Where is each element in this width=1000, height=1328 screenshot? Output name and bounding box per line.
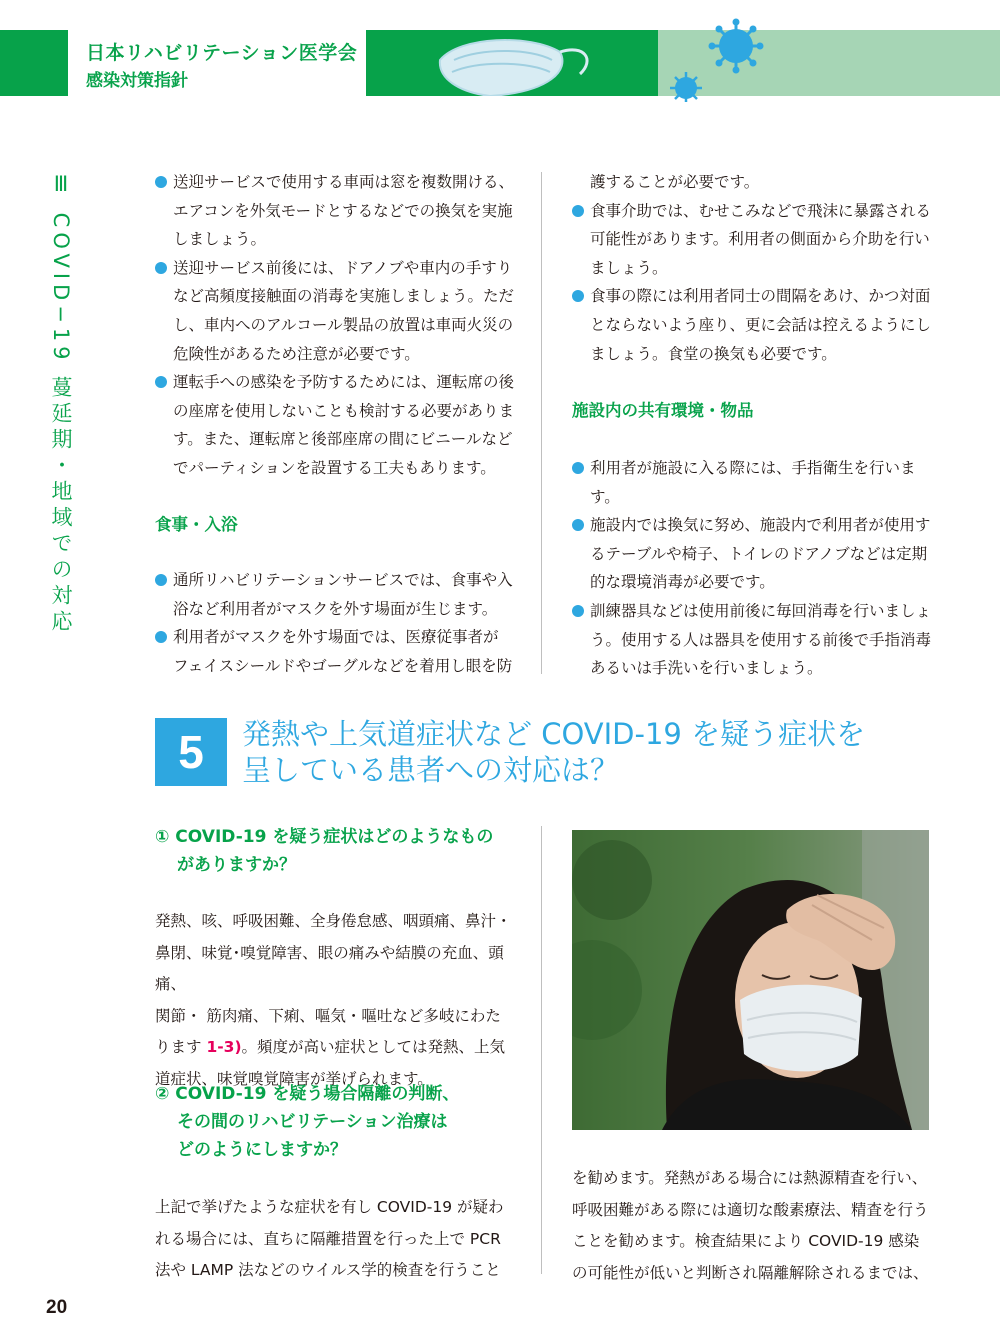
bullet-icon: [155, 631, 167, 643]
header-subtitle: 感染対策指針: [86, 71, 188, 91]
chapter-side-label: Ⅲ COVID−19 蔓延期・地域での対応: [49, 172, 73, 637]
list-item: 訓練器具などは使用前後に毎回消毒を行いましょ う。使用する人は器具を使用する前後で手指消毒 あるいは手洗いを行いましょう。: [572, 597, 937, 683]
bullet-icon: [572, 519, 584, 531]
list-item: 送迎サービス前後には、ドアノブや車内の手すり など高頻度接触面の消毒を実施しましょう。ただ し、車内へのアルコール製品の放置は車両火災の 危険性があるため注意が必要です。: [155, 254, 515, 368]
list-item: 食事介助では、むせこみなどで飛沫に暴露される 可能性があります。利用者の側面から介助を行い ましょう。: [572, 197, 937, 283]
list-item: 送迎サービスで使用する車両は窓を複数開ける、 エアコンを外気モードとするなどでの換気を実施 しましょう。: [155, 168, 515, 254]
left-column-upper: [155, 168, 515, 483]
list-item: 利用者がマスクを外す場面では、医療従事者が フェイスシールドやゴーグルなどを着用し眼を防: [155, 623, 515, 680]
question-2-heading: ② COVID-19 を疑う場合隔離の判断、 その間のリハビリテーション治療は どのようにしますか？: [155, 1084, 460, 1160]
right-column-bottom-text: を勧めます。発熱がある場合には熱源精査を行い、 呼吸困難がある際には適切な酸素療法、精査を行う ことを勧めます。検査結果により COVID-19 感染 の可能性が低いと判断され隔離解除されるまでは、: [572, 1169, 929, 1282]
header-title: 日本リハビリテーション医学会: [86, 42, 358, 64]
bullet-icon: [572, 205, 584, 217]
page-number: 20: [46, 1297, 68, 1318]
column-divider: [541, 826, 542, 1274]
list-item: 運転手への感染を予防するためには、運転席の後 の座席を使用しないことも検討する必要がありま す。また、運転席と後部座席の間にビニールなど でパーティションを設置する工夫もあります。: [155, 368, 515, 482]
bullet-icon: [155, 176, 167, 188]
right-column-upper: [572, 168, 937, 368]
list-item: 食事の際には利用者同士の間隔をあけ、かつ対面 とならないよう座り、更に会話は控えるようにし ましょう。食堂の換気も必要です。: [572, 282, 937, 368]
question-1-answer: 発熱、咳、呼吸困難、全身倦怠感、咽頭痛、鼻汁・ 鼻閉、味覚･嗅覚障害、眼の痛みや結膜の充血、頭痛、 関節・ 筋肉痛、下痢、嘔気・嘔吐など多岐にわた ります 1-3)。頻度が高い症状としては発熱、上気 道症状、味覚嗅覚障害が挙げられます。: [155, 912, 512, 1088]
right-column-lower: [572, 454, 937, 683]
bullet-icon: [572, 462, 584, 474]
woman-with-mask-photo: [572, 830, 929, 1130]
bullet-icon: [155, 262, 167, 274]
reference-link[interactable]: 1-3): [206, 1038, 242, 1056]
continuation-text: 護することが必要です。: [590, 173, 760, 191]
question-2-answer: 上記で挙げたような症状を有し COVID-19 が疑わ れる場合には、直ちに隔離措置を行った上で PCR 法や LAMP 法などのウイルス学的検査を行うこと: [155, 1198, 504, 1279]
list-item: 施設内では換気に努め、施設内で利用者が使用す るテーブルや椅子、トイレのドアノブなどは定期 的な環境消毒が必要です。: [572, 511, 937, 597]
virus-illustration: [660, 2, 780, 102]
question-1-heading: ① COVID-19 を疑う症状はどのようなもの がありますか？: [155, 827, 494, 875]
page-header: [0, 30, 1000, 96]
list-item: 利用者が施設に入る際には、手指衛生を行います。: [572, 454, 937, 511]
list-item: 通所リハビリテーションサービスでは、食事や入 浴など利用者がマスクを外す場面が生じます。: [155, 566, 515, 623]
header-green-block: [0, 30, 68, 96]
bullet-icon: [155, 574, 167, 586]
subheading-meal-bath: 食事・入浴: [155, 515, 238, 534]
bullet-icon: [572, 605, 584, 617]
subheading-shared-environment: 施設内の共有環境・物品: [572, 401, 754, 420]
face-mask-illustration: [430, 30, 600, 96]
left-column-lower: [155, 566, 515, 680]
section-number-badge: 5: [155, 718, 227, 786]
bullet-icon: [572, 290, 584, 302]
section-title: 発熱や上気道症状など COVID-19 を疑う症状を 呈している患者への対応は？: [242, 717, 866, 787]
bullet-icon: [155, 376, 167, 388]
column-divider: [541, 172, 542, 674]
